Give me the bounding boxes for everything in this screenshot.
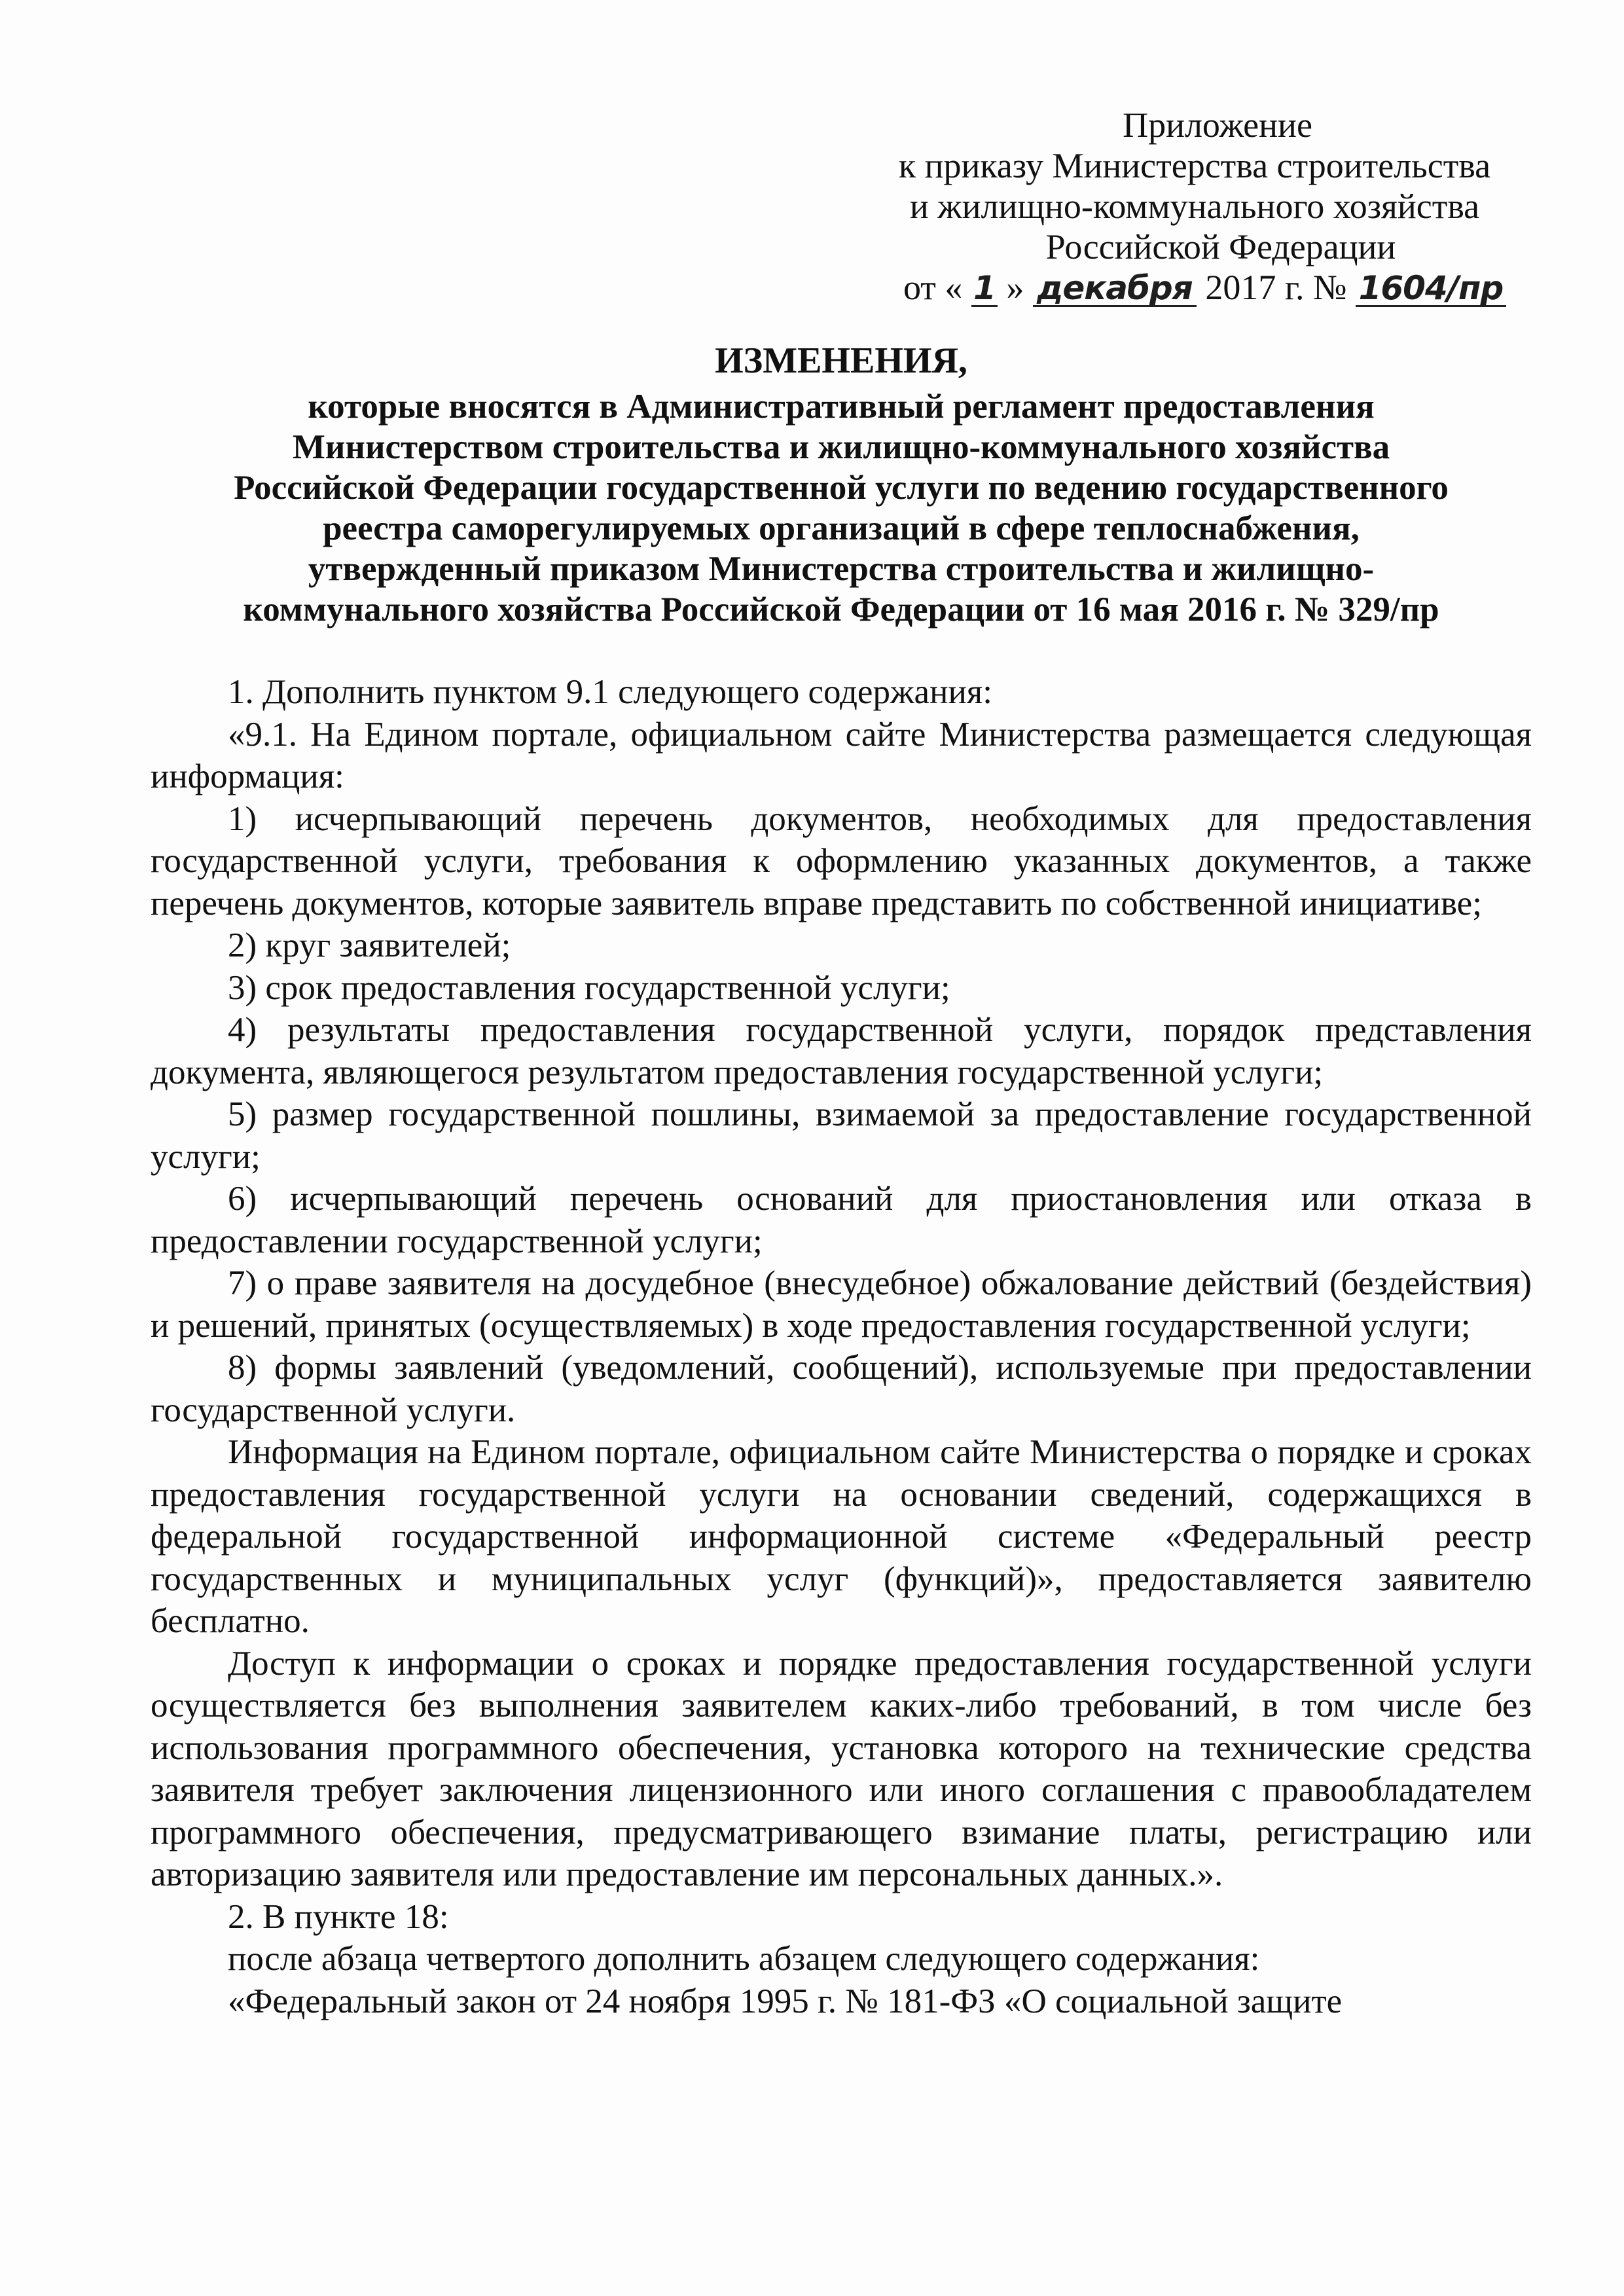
appendix-line-order: к приказу Министерства строительства (898, 146, 1491, 185)
title-line: утвержденный приказом Министерства строительства и жилищно- (308, 550, 1375, 588)
list-item-3: 3) срок предоставления государственной услуги; (228, 968, 950, 1007)
paragraph-info-free: Информация на Едином портале, официальном сайте Министерства о порядке и сроках предоставления государственной услуги на основании сведений, содержащихся в федеральной государственной информационной системе «Федеральный реестр государственных и муниципальных услуг (функций)», предоставляется заявителю бесплатно. (151, 1433, 1532, 1640)
handwritten-order-number: 1604/пр (1356, 271, 1506, 307)
list-item-1: 1) исчерпывающий перечень документов, необходимых для предоставления государственной услуги, требования к оформлению указанных документов, а также перечень документов, которые заявитель вправе представить по собственной инициативе; (151, 799, 1532, 922)
document-title (151, 340, 1532, 630)
paragraph-item-2: 2. В пункте 18: (228, 1897, 449, 1936)
paragraph-9-1: «9.1. На Едином портале, официальном сайте Министерства размещается следующая информация: (151, 715, 1532, 795)
title-line: реестра саморегулируемых организаций в сфере теплоснабжения, (323, 509, 1360, 547)
handwritten-month: декабря (1033, 271, 1197, 307)
list-item-4: 4) результаты предоставления государственной услуги, порядок представления документа, являющегося результатом предоставления государственной услуги; (151, 1011, 1532, 1091)
paragraph-item-1: 1. Дополнить пунктом 9.1 следующего содержания: (228, 673, 992, 711)
title-line: Российской Федерации государственной услуги по ведению государственного (234, 469, 1449, 507)
appendix-date-line (844, 267, 1545, 308)
list-item-8: 8) формы заявлений (уведомлений, сообщений), используемые при предоставлении государственной услуги. (151, 1349, 1532, 1429)
document-body (151, 671, 1532, 2022)
list-item-5: 5) размер государственной пошлины, взимаемой за предоставление государственной услуги; (151, 1095, 1532, 1176)
appendix-header (844, 105, 1545, 308)
list-item-6: 6) исчерпывающий перечень оснований для приостановления или отказа в предоставлении государственной услуги; (151, 1180, 1532, 1260)
list-item-2: 2) круг заявителей; (228, 926, 511, 964)
appendix-line-ministry: и жилищно-коммунального хозяйства (909, 187, 1480, 226)
handwritten-day: 1 (971, 271, 998, 307)
date-prefix: от « (903, 268, 963, 307)
date-mid: » (1006, 268, 1024, 307)
title-line: Министерством строительства и жилищно-коммунального хозяйства (292, 428, 1390, 466)
title-line: коммунального хозяйства Российской Федерации от 16 мая 2016 г. № 329/пр (243, 591, 1439, 629)
paragraph-federal-law: «Федеральный закон от 24 ноября 1995 г. № 181-ФЗ «О социальной защите (228, 1982, 1343, 2020)
appendix-title: Приложение (1123, 105, 1312, 145)
title-line: которые вносятся в Административный регламент предоставления (308, 388, 1375, 426)
paragraph-after-fourth: после абзаца четвертого дополнить абзацем следующего содержания: (228, 1940, 1260, 1978)
date-year: 2017 г. № (1205, 268, 1347, 307)
appendix-line-country: Российской Федерации (1045, 227, 1396, 266)
paragraph-access: Доступ к информации о сроках и порядке предоставления государственной услуги осуществляется без выполнения заявителем каких-либо требований, в том числе без использования программного обеспечения, установка которого на технические средства заявителя требует заключения лицензионного или иного соглашения с правообладателем программного обеспечения, предусматривающего взимание платы, регистрацию или авторизацию заявителя или предоставление им персональных данных.». (151, 1644, 1532, 1893)
title-main: ИЗМЕНЕНИЯ, (715, 340, 967, 381)
list-item-7: 7) о праве заявителя на досудебное (внесудебное) обжалование действий (бездействия) и решений, принятых (осуществляемых) в ходе предоставления государственной услуги; (151, 1264, 1532, 1345)
